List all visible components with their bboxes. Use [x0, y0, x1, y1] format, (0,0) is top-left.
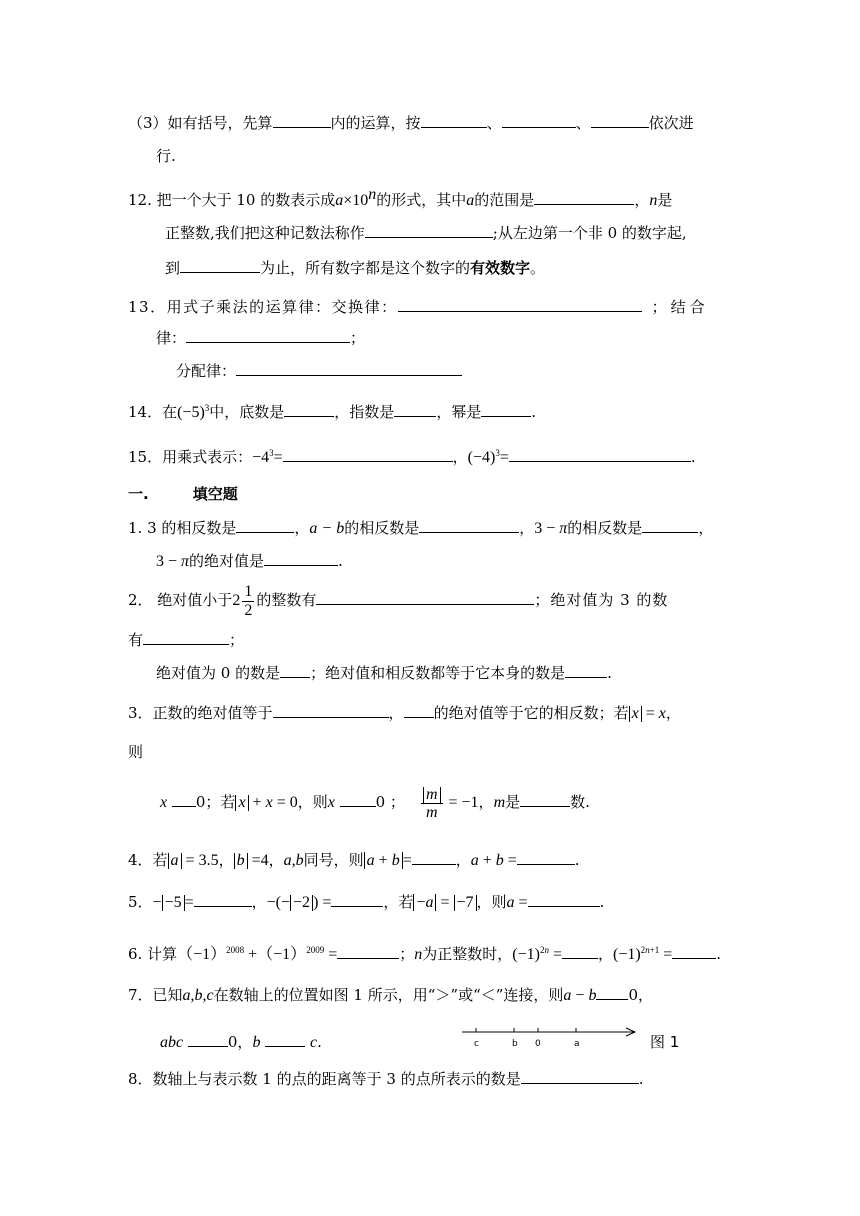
item-13-line2: 律： ；	[156, 329, 366, 347]
blank[interactable]	[421, 113, 487, 128]
item-11-3-line1: （3）如有括号，先算 内的运算，按 、 、 依次进	[128, 114, 694, 132]
section-heading: 一. 填空题	[128, 485, 238, 503]
label-b: b	[512, 1039, 518, 1049]
label-c: c	[474, 1039, 479, 1049]
fraction: $\frac{1}{2}$	[244, 582, 253, 619]
question-4: 4．若 a = 3.5， b =4，a,b同号，则 a + b = ，a + b = .	[128, 851, 580, 869]
blank[interactable]	[520, 792, 570, 807]
question-1-line2: 3 − π的绝对值是 .	[156, 552, 343, 570]
blank[interactable]	[236, 361, 462, 376]
blank[interactable]	[331, 892, 383, 907]
fraction: $\frac{m}{m}$	[421, 785, 443, 822]
blank[interactable]	[596, 985, 628, 1000]
blank[interactable]	[528, 892, 600, 907]
blank[interactable]	[172, 792, 196, 807]
question-3-line1: 3．正数的绝对值等于 ， 的绝对值等于它的相反数；若 x = x，	[128, 704, 681, 722]
blank[interactable]	[517, 850, 575, 865]
label-a: a	[574, 1039, 580, 1049]
question-7-line1: 7．已知a,b,c在数轴上的位置如图 1 所示，用“＞”或“＜”连接，则a − b 0，	[128, 986, 653, 1004]
question-2-line3: 绝对值为 0 的数是 ；绝对值和相反数都等于它本身的数是 .	[156, 664, 612, 682]
question-2-line1: 2． 绝对值小于2 $\frac{1}{2}$ 的整数有 ；绝对值为 3 的数	[128, 582, 669, 619]
question-1-line1: 1. 3 的相反数是 ，a − b的相反数是 ，3 − π的相反数是 ，	[128, 519, 714, 537]
item-14: 14．在$(-5)^3$中，底数是 ，指数是 ，幂是 .	[128, 403, 537, 421]
blank[interactable]	[521, 1069, 639, 1084]
item-15: 15．用乘式表示：$-4^3=$ ，$(-4)^3=$ .	[128, 448, 696, 466]
blank[interactable]	[340, 792, 376, 807]
blank[interactable]	[273, 113, 331, 128]
blank[interactable]	[591, 113, 649, 128]
blank[interactable]	[188, 1032, 228, 1047]
blank[interactable]	[273, 703, 389, 718]
blank[interactable]	[316, 590, 534, 605]
blank[interactable]	[565, 663, 607, 678]
question-6: 6. 计算$(-1)^{2008} +(-1)^{2009}$ = ；n为正整数时，$(-1)^{2n}$ = ，$(-1)^{2n+1}$ = .	[128, 945, 722, 963]
question-3-line2: 则	[128, 743, 144, 761]
blank[interactable]	[280, 663, 310, 678]
blank[interactable]	[180, 258, 260, 273]
blank[interactable]	[284, 402, 334, 417]
blank[interactable]	[412, 850, 456, 865]
item-11-3-line2: 行.	[156, 147, 176, 165]
question-7-line2: abc 0，b c.	[160, 1033, 322, 1051]
question-5: 5．− −5 = ，−(− −2 ) = ，若 −a = −7 ，则a = .	[128, 893, 605, 911]
label-0: 0	[535, 1039, 541, 1049]
blank[interactable]	[562, 944, 598, 959]
blank[interactable]	[502, 113, 576, 128]
blank[interactable]	[283, 447, 453, 462]
blank[interactable]	[337, 944, 399, 959]
question-8: 8．数轴上与表示数 1 的点的距离等于 3 的点所表示的数是 .	[128, 1070, 644, 1088]
blank[interactable]	[186, 328, 350, 343]
blank[interactable]	[419, 518, 519, 533]
item-12-line1: 12. 把一个大于 10 的数表示成$a\times 10^n$的形式，其中a的范围是 ，n是	[128, 186, 673, 209]
blank[interactable]	[534, 190, 634, 205]
blank[interactable]	[509, 447, 691, 462]
blank[interactable]	[194, 892, 252, 907]
question-3-line3: x 0；若 x + x = 0，则x 0 ； $\frac{m}{m}$ = −1，m是 数.	[160, 785, 590, 821]
blank[interactable]	[672, 944, 716, 959]
blank[interactable]	[236, 518, 294, 533]
blank[interactable]	[394, 402, 436, 417]
blank[interactable]	[398, 297, 642, 312]
item-13-line1: 13．用式子乘法的运算律：交换律： ；结合	[128, 298, 709, 316]
blank[interactable]	[404, 703, 434, 718]
blank[interactable]	[264, 551, 338, 566]
blank[interactable]	[143, 630, 229, 645]
item-12-line3: 到 为止，所有数字都是这个数字的有效数字。	[165, 259, 546, 277]
item-12-line2: 正整数,我们把这种记数法称作 ;从左边第一个非 0 的数字起,	[165, 224, 687, 242]
blank[interactable]	[642, 518, 698, 533]
figure-caption: 图 1	[650, 1033, 680, 1051]
blank[interactable]	[481, 402, 531, 417]
blank[interactable]	[365, 223, 493, 238]
number-line-figure	[458, 1022, 648, 1050]
item-13-line3: 分配律：	[176, 361, 462, 381]
question-2-line2: 有 ；	[128, 631, 245, 649]
blank[interactable]	[265, 1032, 305, 1047]
